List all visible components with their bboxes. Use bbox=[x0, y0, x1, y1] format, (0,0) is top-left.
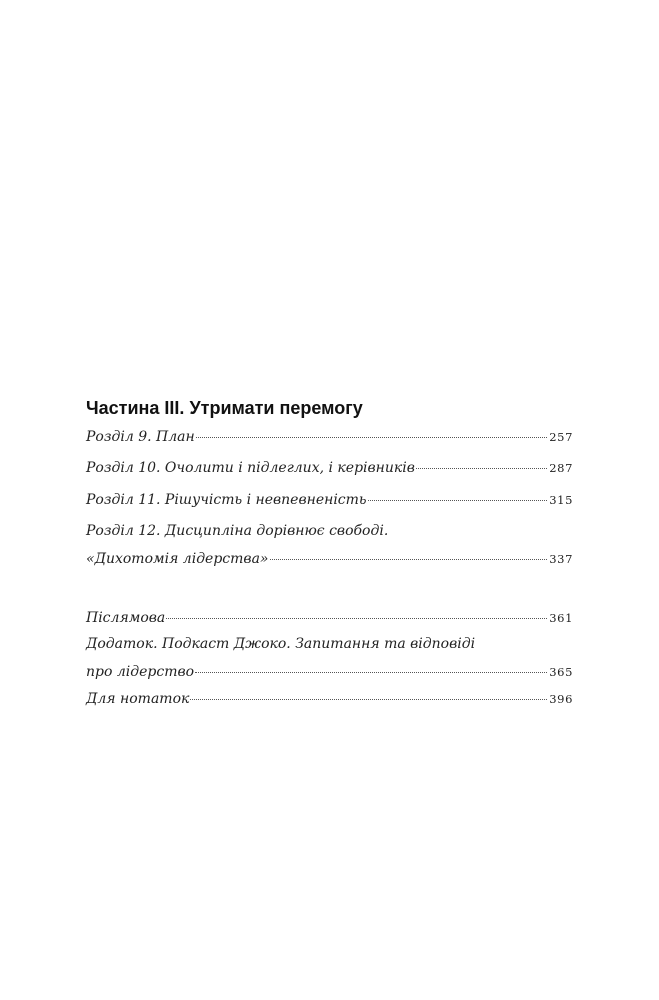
dot-leader bbox=[270, 558, 548, 560]
toc-entry-afterword[interactable] bbox=[86, 608, 573, 628]
toc-entry-chapter-10[interactable] bbox=[86, 458, 573, 478]
toc-entry-appendix[interactable] bbox=[86, 662, 573, 682]
page-number: 365 bbox=[549, 665, 573, 679]
dot-leader bbox=[195, 671, 547, 673]
toc-entry-label: Післямова bbox=[86, 610, 166, 626]
toc-entry-chapter-9[interactable] bbox=[86, 427, 573, 447]
part-title: Частина III. Утримати перемогу bbox=[86, 398, 363, 418]
toc-entry-notes[interactable] bbox=[86, 689, 573, 709]
toc-entry-appendix-line-1: Додаток. Подкаст Джоко. Запитання та відповіді bbox=[86, 636, 476, 652]
toc-entry-label: про лідерство bbox=[86, 664, 195, 680]
toc-entry-chapter-12-line-1: Розділ 12. Дисципліна дорівнює свободі. bbox=[86, 523, 389, 539]
dot-leader bbox=[416, 467, 547, 469]
dot-leader bbox=[368, 499, 548, 501]
toc-entry-label: Розділ 11. Рішучість і невпевненість bbox=[86, 492, 367, 508]
dot-leader bbox=[190, 698, 547, 700]
page-number: 337 bbox=[549, 552, 573, 566]
toc-entry-chapter-11[interactable] bbox=[86, 490, 573, 510]
toc-entry-label: Розділ 9. План bbox=[86, 429, 195, 445]
toc-entry-label: «Дихотомія лідерства» bbox=[86, 551, 269, 567]
toc-entry-chapter-12[interactable] bbox=[86, 549, 573, 569]
page-number: 361 bbox=[549, 611, 573, 625]
toc-entry-label: Розділ 10. Очолити і підлеглих, і керівників bbox=[86, 460, 415, 476]
page-number: 257 bbox=[549, 430, 573, 444]
page-number: 396 bbox=[549, 692, 573, 706]
page-number: 315 bbox=[549, 493, 573, 507]
toc-entry-label: Для нотаток bbox=[86, 691, 190, 707]
dot-leader bbox=[196, 436, 548, 438]
dot-leader bbox=[166, 617, 547, 619]
page-number: 287 bbox=[549, 461, 573, 475]
